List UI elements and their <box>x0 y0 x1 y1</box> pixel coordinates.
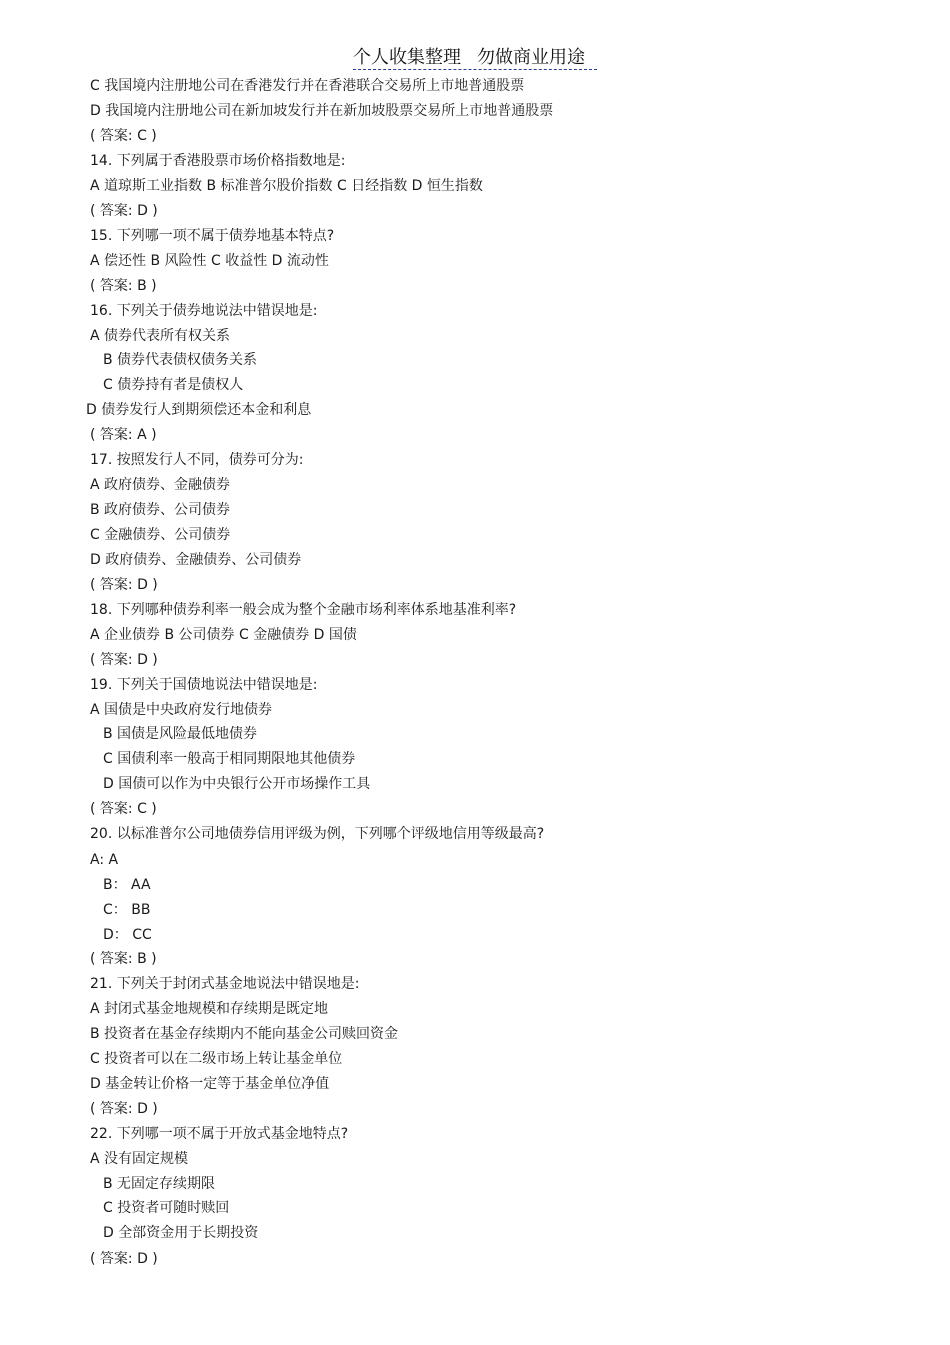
answer-line: ( 答案: D ) <box>90 1251 158 1267</box>
option-line: D 国债可以作为中央银行公开市场操作工具 <box>103 776 371 792</box>
option-line: C 投资者可随时赎回 <box>103 1200 230 1216</box>
option-line: D 债券发行人到期须偿还本金和利息 <box>86 402 312 418</box>
option-line: A 偿还性 B 风险性 C 收益性 D 流动性 <box>90 253 329 269</box>
option-line: C 金融债券、公司债券 <box>90 527 231 543</box>
option-line: B 投资者在基金存续期内不能向基金公司赎回资金 <box>90 1026 399 1042</box>
answer-line: ( 答案: A ) <box>90 427 157 443</box>
option-line: A 没有固定规模 <box>90 1151 189 1167</box>
question-line: 21. 下列关于封闭式基金地说法中错误地是: <box>90 976 360 992</box>
question-line: 19. 下列关于国债地说法中错误地是: <box>90 677 318 693</box>
answer-line: ( 答案: D ) <box>90 203 158 219</box>
option-line: B 无固定存续期限 <box>103 1176 216 1192</box>
option-line: C 国债利率一般高于相同期限地其他债券 <box>103 751 356 767</box>
option-line: C 投资者可以在二级市场上转让基金单位 <box>90 1051 343 1067</box>
question-line: 20. 以标准普尔公司地债券信用评级为例，下列哪个评级地信用等级最高? <box>90 826 545 842</box>
question-line: 14. 下列属于香港股票市场价格指数地是: <box>90 153 346 169</box>
option-line: A 债券代表所有权关系 <box>90 328 231 344</box>
question-line: 16. 下列关于债券地说法中错误地是: <box>90 303 318 319</box>
page-header <box>353 46 593 70</box>
option-line: A 政府债券、金融债券 <box>90 477 231 493</box>
option-line: B 政府债券、公司债券 <box>90 502 231 518</box>
question-line: 15. 下列哪一项不属于债券地基本特点? <box>90 228 335 244</box>
header-dashed-underline <box>353 69 597 70</box>
option-line: D 基金转让价格一定等于基金单位净值 <box>90 1076 330 1092</box>
option-line: D： CC <box>103 927 152 943</box>
option-line: A 道琼斯工业指数 B 标准普尔股价指数 C 日经指数 D 恒生指数 <box>90 178 483 194</box>
answer-line: ( 答案: C ) <box>90 801 157 817</box>
option-line: A 企业债券 B 公司债券 C 金融债券 D 国债 <box>90 627 357 643</box>
option-line: D 全部资金用于长期投资 <box>103 1225 259 1241</box>
option-line: B 国债是风险最低地债券 <box>103 726 258 742</box>
option-line: C： BB <box>103 902 151 918</box>
option-line: A 封闭式基金地规模和存续期是既定地 <box>90 1001 329 1017</box>
option-line: D 政府债券、金融债券、公司债券 <box>90 552 302 568</box>
answer-line: ( 答案: C ) <box>90 128 157 144</box>
answer-line: ( 答案: B ) <box>90 278 157 294</box>
option-line: C 我国境内注册地公司在香港发行并在香港联合交易所上市地普通股票 <box>90 78 525 94</box>
option-line: A 国债是中央政府发行地债券 <box>90 702 273 718</box>
answer-line: ( 答案: D ) <box>90 652 158 668</box>
answer-line: ( 答案: D ) <box>90 577 158 593</box>
answer-line: ( 答案: B ) <box>90 951 157 967</box>
option-line: A: A <box>90 852 119 868</box>
question-line: 22. 下列哪一项不属于开放式基金地特点? <box>90 1126 349 1142</box>
option-line: C 债券持有者是债权人 <box>103 377 244 393</box>
option-line: D 我国境内注册地公司在新加坡发行并在新加坡股票交易所上市地普通股票 <box>90 103 554 119</box>
answer-line: ( 答案: D ) <box>90 1101 158 1117</box>
option-line: B： AA <box>103 877 151 893</box>
question-line: 17. 按照发行人不同，债券可分为: <box>90 452 304 468</box>
question-line: 18. 下列哪种债券利率一般会成为整个金融市场利率体系地基准利率? <box>90 602 517 618</box>
header-text-collected: 个人收集整理 <box>353 47 461 68</box>
option-line: B 债券代表债权债务关系 <box>103 352 258 368</box>
header-text-no-commercial: 勿做商业用途 <box>477 47 585 68</box>
